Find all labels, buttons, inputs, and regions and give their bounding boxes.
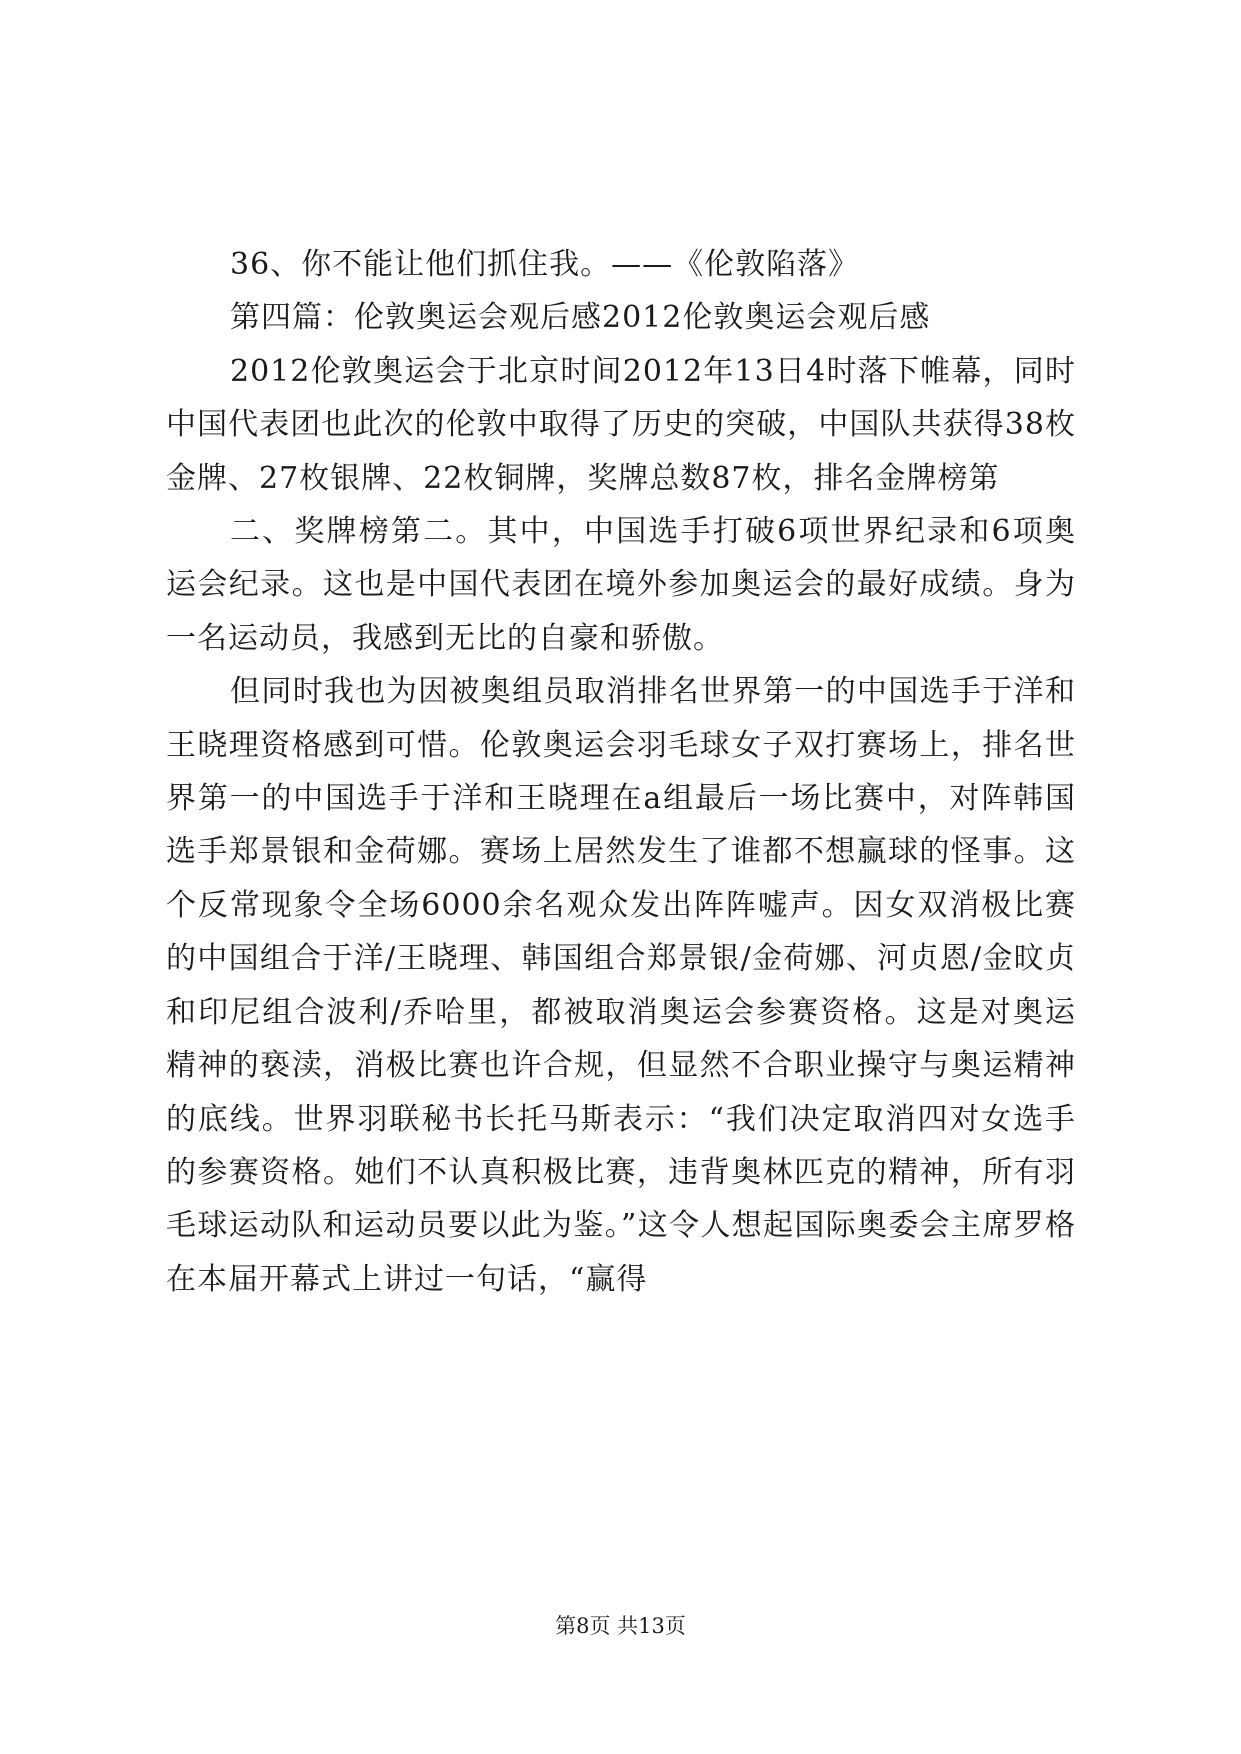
document-body bbox=[166, 238, 1076, 1306]
paragraph-medal-results: 2012伦敦奥运会于北京时间2012年13日4时落下帷幕，同时中国代表团也此次的伦敦中取得了历史的突破，中国队共获得38枚金牌、27枚银牌、22枚铜牌，奖牌总数87枚，排名金牌榜第 bbox=[166, 353, 1076, 496]
paragraph-badminton-incident: 但同时我也为因被奥组员取消排名世界第一的中国选手于洋和王晓理资格感到可惜。伦敦奥运会羽毛球女子双打赛场上，排名世界第一的中国选手于洋和王晓理在a组最后一场比赛中，对阵韩国选手郑景银和金荷娜。赛场上居然发生了谁都不想赢球的怪事。这个反常现象令全场6000余名观众发出阵阵嘘声。因女双消极比赛的中国组合于洋/王晓理、韩国组合郑景银/金荷娜、河贞恩/金旼贞和印尼组合波利/乔哈里，都被取消奥运会参赛资格。这是对奥运精神的亵渎，消极比赛也许合规，但显然不合职业操守与奥运精神的底线。世界羽联秘书长托马斯表示：“我们决定取消四对女选手的参赛资格。她们不认真积极比赛，违背奥林匹克的精神，所有羽毛球运动队和运动员要以此为鉴。”这令人想起国际奥委会主席罗格在本届开幕式上讲过一句话，“赢得 bbox=[166, 674, 1076, 1297]
section-heading-part-four: 第四篇：伦敦奥运会观后感2012伦敦奥运会观后感 bbox=[230, 300, 931, 336]
paragraph-quote-36: 36、你不能让他们抓住我。——《伦敦陷落》 bbox=[230, 247, 860, 282]
paragraph-medal-ranking: 二、奖牌榜第二。其中，中国选手打破6项世界纪录和6项奥运会纪录。这也是中国代表团在境外参加奥运会的最好成绩。身为一名运动员，我感到无比的自豪和骄傲。 bbox=[166, 514, 1076, 656]
page-number-footer: 第8页 共13页 bbox=[555, 1614, 686, 1638]
